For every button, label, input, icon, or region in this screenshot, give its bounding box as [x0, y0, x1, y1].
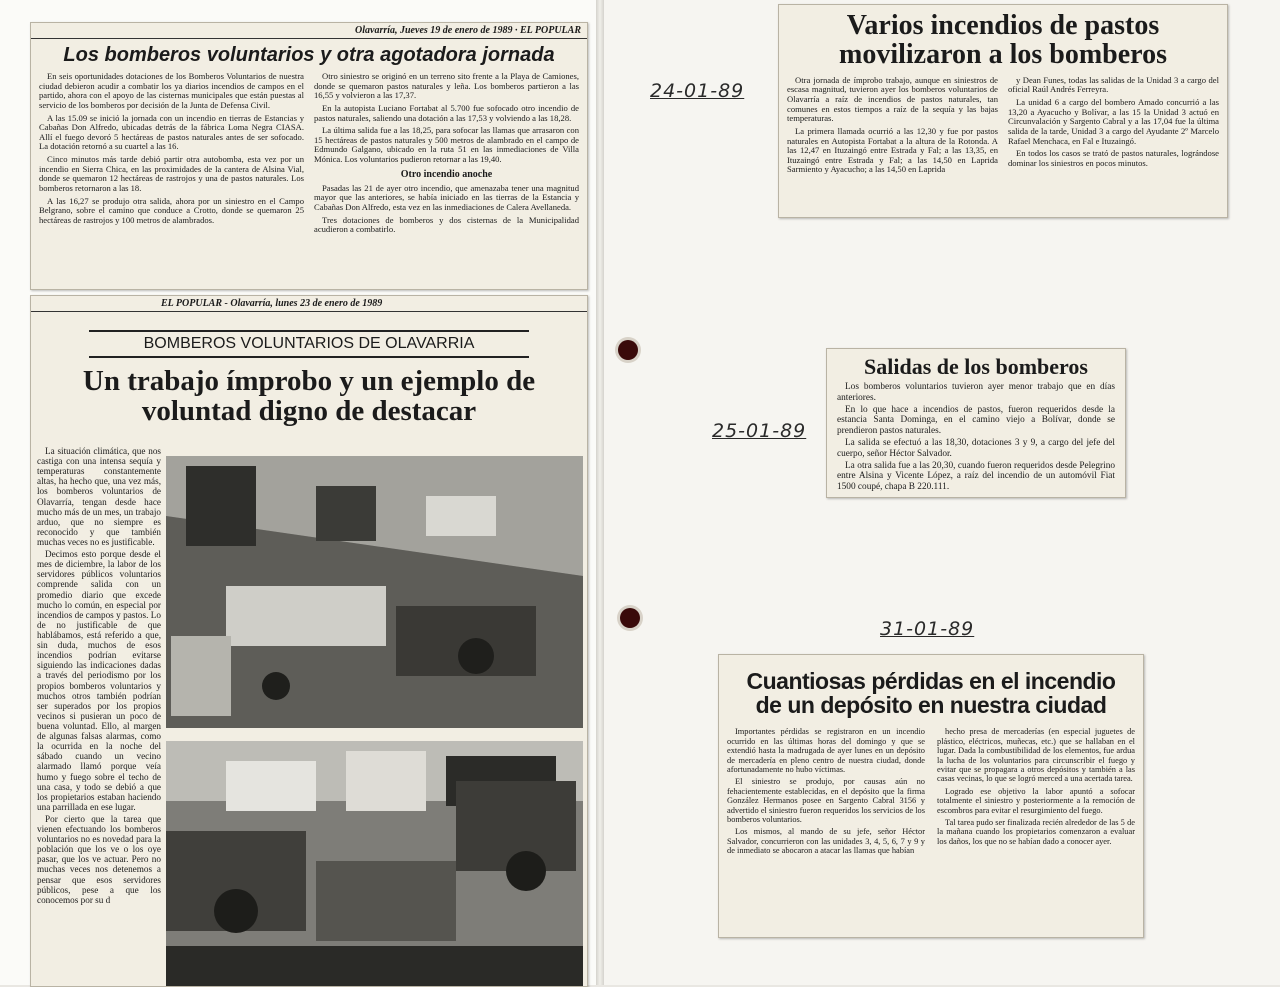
paragraph: Otro siniestro se originó en un terreno sito frente a la Playa de Camiones, donde se quemaron pastos naturales y leña. Los bomberos partieron a las 16,55 y volvieron a las 17,37.	[314, 71, 579, 101]
photo-fire-trucks-garage	[166, 741, 583, 986]
clipping-column	[727, 727, 925, 858]
paragraph: La primera llamada ocurrió a las 12,30 y fue por pastos naturales en Autopista Fortabat a la altura de la Rotonda. A las 12,47 en Ituzaingó entre Estrada y Fal; a las 13,35, en Ituzaingó entre Estrada y Fal; a las 14,50 en Laprida Sarmiento y Ayacucho; a las 14,50 en Laprida	[787, 125, 998, 175]
paragraph: Otra jornada de ímprobo trabajo, aunque en siniestros de escasa magnitud, tuvieron ayer los bomberos voluntarios de Olavarría a raíz de incendios de pastos naturales, tan comunes en estos tiempos a raíz de la sequía y las bajas temperaturas.	[787, 74, 998, 124]
clipping-jornada	[30, 22, 588, 290]
clipping-column	[37, 446, 161, 907]
clipping-body	[827, 382, 1125, 492]
paragraph: La otra salida fue a las 20,30, cuando fueron requeridos desde Pelegrino entre Alsina y Vicente López, a raíz del incendio de un automóvil Fiat 1500 coupé, chapa B 220.111.	[837, 460, 1115, 492]
clipping-headline: Cuantiosas pérdidas en el incendio de un depósito en nuestra ciudad	[746, 668, 1116, 719]
clipping-headline: Un trabajo ímprobo y un ejemplo de voluntad digno de destacar	[82, 365, 536, 428]
paragraph: El siniestro se produjo, por causas aún no fehacientemente establecidas, en el depósito que la firma González Hermanos posee en Sargento Cabral 3156 y advertido el siniestro fueron requeridos los servicios de los bomberos voluntarios.	[727, 777, 925, 824]
paragraph: En seis oportunidades dotaciones de los Bomberos Voluntarios de nuestra ciudad debieron acudir a combatir los ya diarios incendios de campos en el partido, ahora con el apoyo de las cisternas municipales que están puestas al servicio de los bomberos por decisión de la Junta de Defensa Civil.	[39, 71, 304, 110]
binder-hole	[618, 340, 638, 360]
paragraph: Los mismos, al mando de su jefe, señor Héctor Salvador, concurrieron con las unidades 3, 4, 5, 6, 7 y 9 y de inmediato se abocaron a atacar las llamas que habían	[727, 827, 925, 856]
clipping-cuantiosas-perdidas	[718, 654, 1144, 938]
paragraph: Pasadas las 21 de ayer otro incendio, que amenazaba tener una magnitud mayor que las anteriores, se había iniciado en las tierras de la Estancia y Cabañas Don Alfredo, esta vez en las inmediaciones de Calera Avellaneda.	[314, 182, 579, 213]
paragraph: Importantes pérdidas se registraron en un incendio ocurrido en las últimas horas del domingo y que se extendió hasta la madrugada de ayer lunes en un depósito de mercadería en pleno centro de nuestra ciudad, donde afortunadamente no hubo víctimas.	[727, 727, 925, 774]
page-gutter	[596, 0, 604, 985]
clipping-kicker: BOMBEROS VOLUNTARIOS DE OLAVARRIA	[89, 330, 529, 358]
clipping-column	[314, 72, 579, 238]
binder-hole	[620, 608, 640, 628]
handwritten-date: 24-01-89	[650, 80, 745, 102]
clipping-column	[1008, 76, 1219, 178]
clipping-dateline: Olavarría, Jueves 19 de enero de 1989 · EL POPULAR	[31, 23, 587, 39]
clipping-subhead: Otro incendio anoche	[400, 168, 493, 180]
paragraph: Los bomberos voluntarios tuvieron ayer menor trabajo que en días anteriores.	[837, 382, 1115, 403]
paragraph: A las 16,27 se produjo otra salida, ahora por un siniestro en el Campo Belgrano, sobre el camino que conduce a Crotto, donde se quemaron 25 hectáreas de rastrojos y 100 metros de alambrados.	[39, 195, 304, 225]
paragraph: Decimos esto porque desde el mes de diciembre, la labor de los servidores públicos voluntarios comprende salida con un promedio diario que excede mucho lo común, en especial por incendios de campos y pastos. Lo de no justificable de que hablábamos, está referido a que, sin duda, muchos de esos incendios podrían evitarse siguiendo las indicaciones dadas a través del periodismo por los propios bomberos voluntarios y muchos otros también podrían ser superados por los propios vecinos si pusieran un poco de buena voluntad. Ello, al margen de algunas falsas alarmas, como la ocurrida en la noche del sábado cuando un vecino alarmado llamó porque veía humo y fuego sobre el techo de una casa, y todo se debió a que los propietarios estaban haciendo una parrillada en ese lugar.	[37, 549, 161, 812]
paragraph: En lo que hace a incendios de pastos, fueron requeridos desde la estancia Santa Dominga, en el camino viejo a Bolívar, donde se prendieron pastos naturales.	[837, 404, 1115, 436]
paragraph: hecho presa de mercaderías (en especial juguetes de plástico, eléctricos, muñecas, etc.) que se hallaban en el lugar. Dada la combustibilidad de los elementos, fue ardua la lucha de los voluntarios para circunscribir el fuego y evitar que se propagara a otros depósitos y también a las casas vecinas, lo que se logró merced a una acertada tarea.	[937, 727, 1135, 784]
clipping-varios-incendios	[778, 4, 1228, 218]
photo-fire-station-equipment	[166, 456, 583, 728]
clipping-headline: Varios incendios de pastos movilizaron a los bomberos	[839, 10, 1167, 71]
paragraph: La situación climática, que nos castiga con una intensa sequía y temperaturas constantemente altas, ha hecho que, una vez más, los bomberos voluntarios de Olavarría, tengan desde hace mucho más de un mes, un trabajo arduo, que no siempre es reconocido y que también muchas veces no es justificable.	[37, 446, 161, 547]
clipping-dateline: EL POPULAR - Olavarría, lunes 23 de enero de 1989	[31, 296, 587, 312]
paragraph: Por cierto que la tarea que vienen efectuando los bomberos voluntarios no es novedad para la población que los ve o los oye pasar, que los ve actuar. Pero no muchas veces nos detenemos a pensar que esos servidores públicos, pese a que los conocemos por su d	[37, 813, 161, 905]
clipping-headline: Los bomberos voluntarios y otra agotadora jornada	[63, 44, 555, 66]
clipping-column	[787, 76, 998, 178]
clipping-trabajo-improbo	[30, 295, 588, 987]
paragraph: La salida se efectuó a las 18,30, dotaciones 3 y 9, a cargo del jefe del cuerpo, señor Héctor Salvador.	[837, 438, 1115, 459]
clipping-headline: Salidas de los bomberos	[864, 354, 1088, 379]
paragraph: La unidad 6 a cargo del bombero Amado concurrió a las 13,20 a Ayacucho y Bolívar, a las 15 la Unidad 3 actuó en Circunvalación y Sargento Cabral y a las 17,04 fue la última salida de la tarde, Unidad 3 a cargo del Ayudante 2º Marcelo Rafael Menchaca, en Fal e Ituzaingó.	[1008, 97, 1219, 146]
paragraph: A las 15.09 se inició la jornada con un incendio en tierras de Estancias y Cabañas Don Alfredo, ubicadas detrás de la fábrica Loma Negra CIASA. Allí el fuego devoró 5 hectáreas de pastos naturales antes de ser sofocado. La dotación retornó a su cuartel a las 16.	[39, 112, 304, 152]
paragraph: Tres dotaciones de bomberos y dos cisternas de la Municipalidad acudieron a combatirlo.	[314, 214, 579, 235]
clipping-salidas-bomberos	[826, 348, 1126, 498]
handwritten-date: 31-01-89	[880, 618, 975, 640]
paragraph: En la autopista Luciano Fortabat al 5.700 fue sofocado otro incendio de pastos naturales, saliendo una dotación a las 17,53 y volviendo a las 18,28.	[314, 102, 579, 123]
handwritten-date: 25-01-89	[712, 420, 807, 442]
paragraph: Tal tarea pudo ser finalizada recién alrededor de las 5 de la mañana cuando los propietarios comenzaron a evaluar los daños, los que no se habían dado a conocer ayer.	[937, 817, 1135, 846]
paragraph: Cinco minutos más tarde debió partir otra autobomba, esta vez por un incendio en Sierra Chica, en las proximidades de la cantera de Alsina Vial, donde se quemaron 12 hectáreas de rastrojos y una de pastos naturales. Los bomberos retornaron a las 18.	[39, 154, 304, 193]
paragraph: La última salida fue a las 18,25, para sofocar las llamas que arrasaron con 15 hectáreas de pastos naturales y 500 metros de alambrado en el campo de Edmundo Galgano, ubicado en la ruta 51 en las inmediaciones de Villa Mónica. Los voluntarios pudieron retornar a las 19,40.	[314, 125, 579, 164]
paragraph: Logrado ese objetivo la labor apuntó a sofocar totalmente el siniestro y posteriormente a la remoción de escombros para evitar el resurgimiento del fuego.	[937, 786, 1135, 815]
paragraph: y Dean Funes, todas las salidas de la Unidad 3 a cargo del oficial Raúl Andrés Ferreyra.	[1008, 74, 1219, 95]
clipping-column	[39, 72, 304, 238]
clipping-column	[937, 727, 1135, 858]
paragraph: En todos los casos se trató de pastos naturales, lográndose dominar los siniestros en pocos minutos.	[1008, 148, 1219, 168]
